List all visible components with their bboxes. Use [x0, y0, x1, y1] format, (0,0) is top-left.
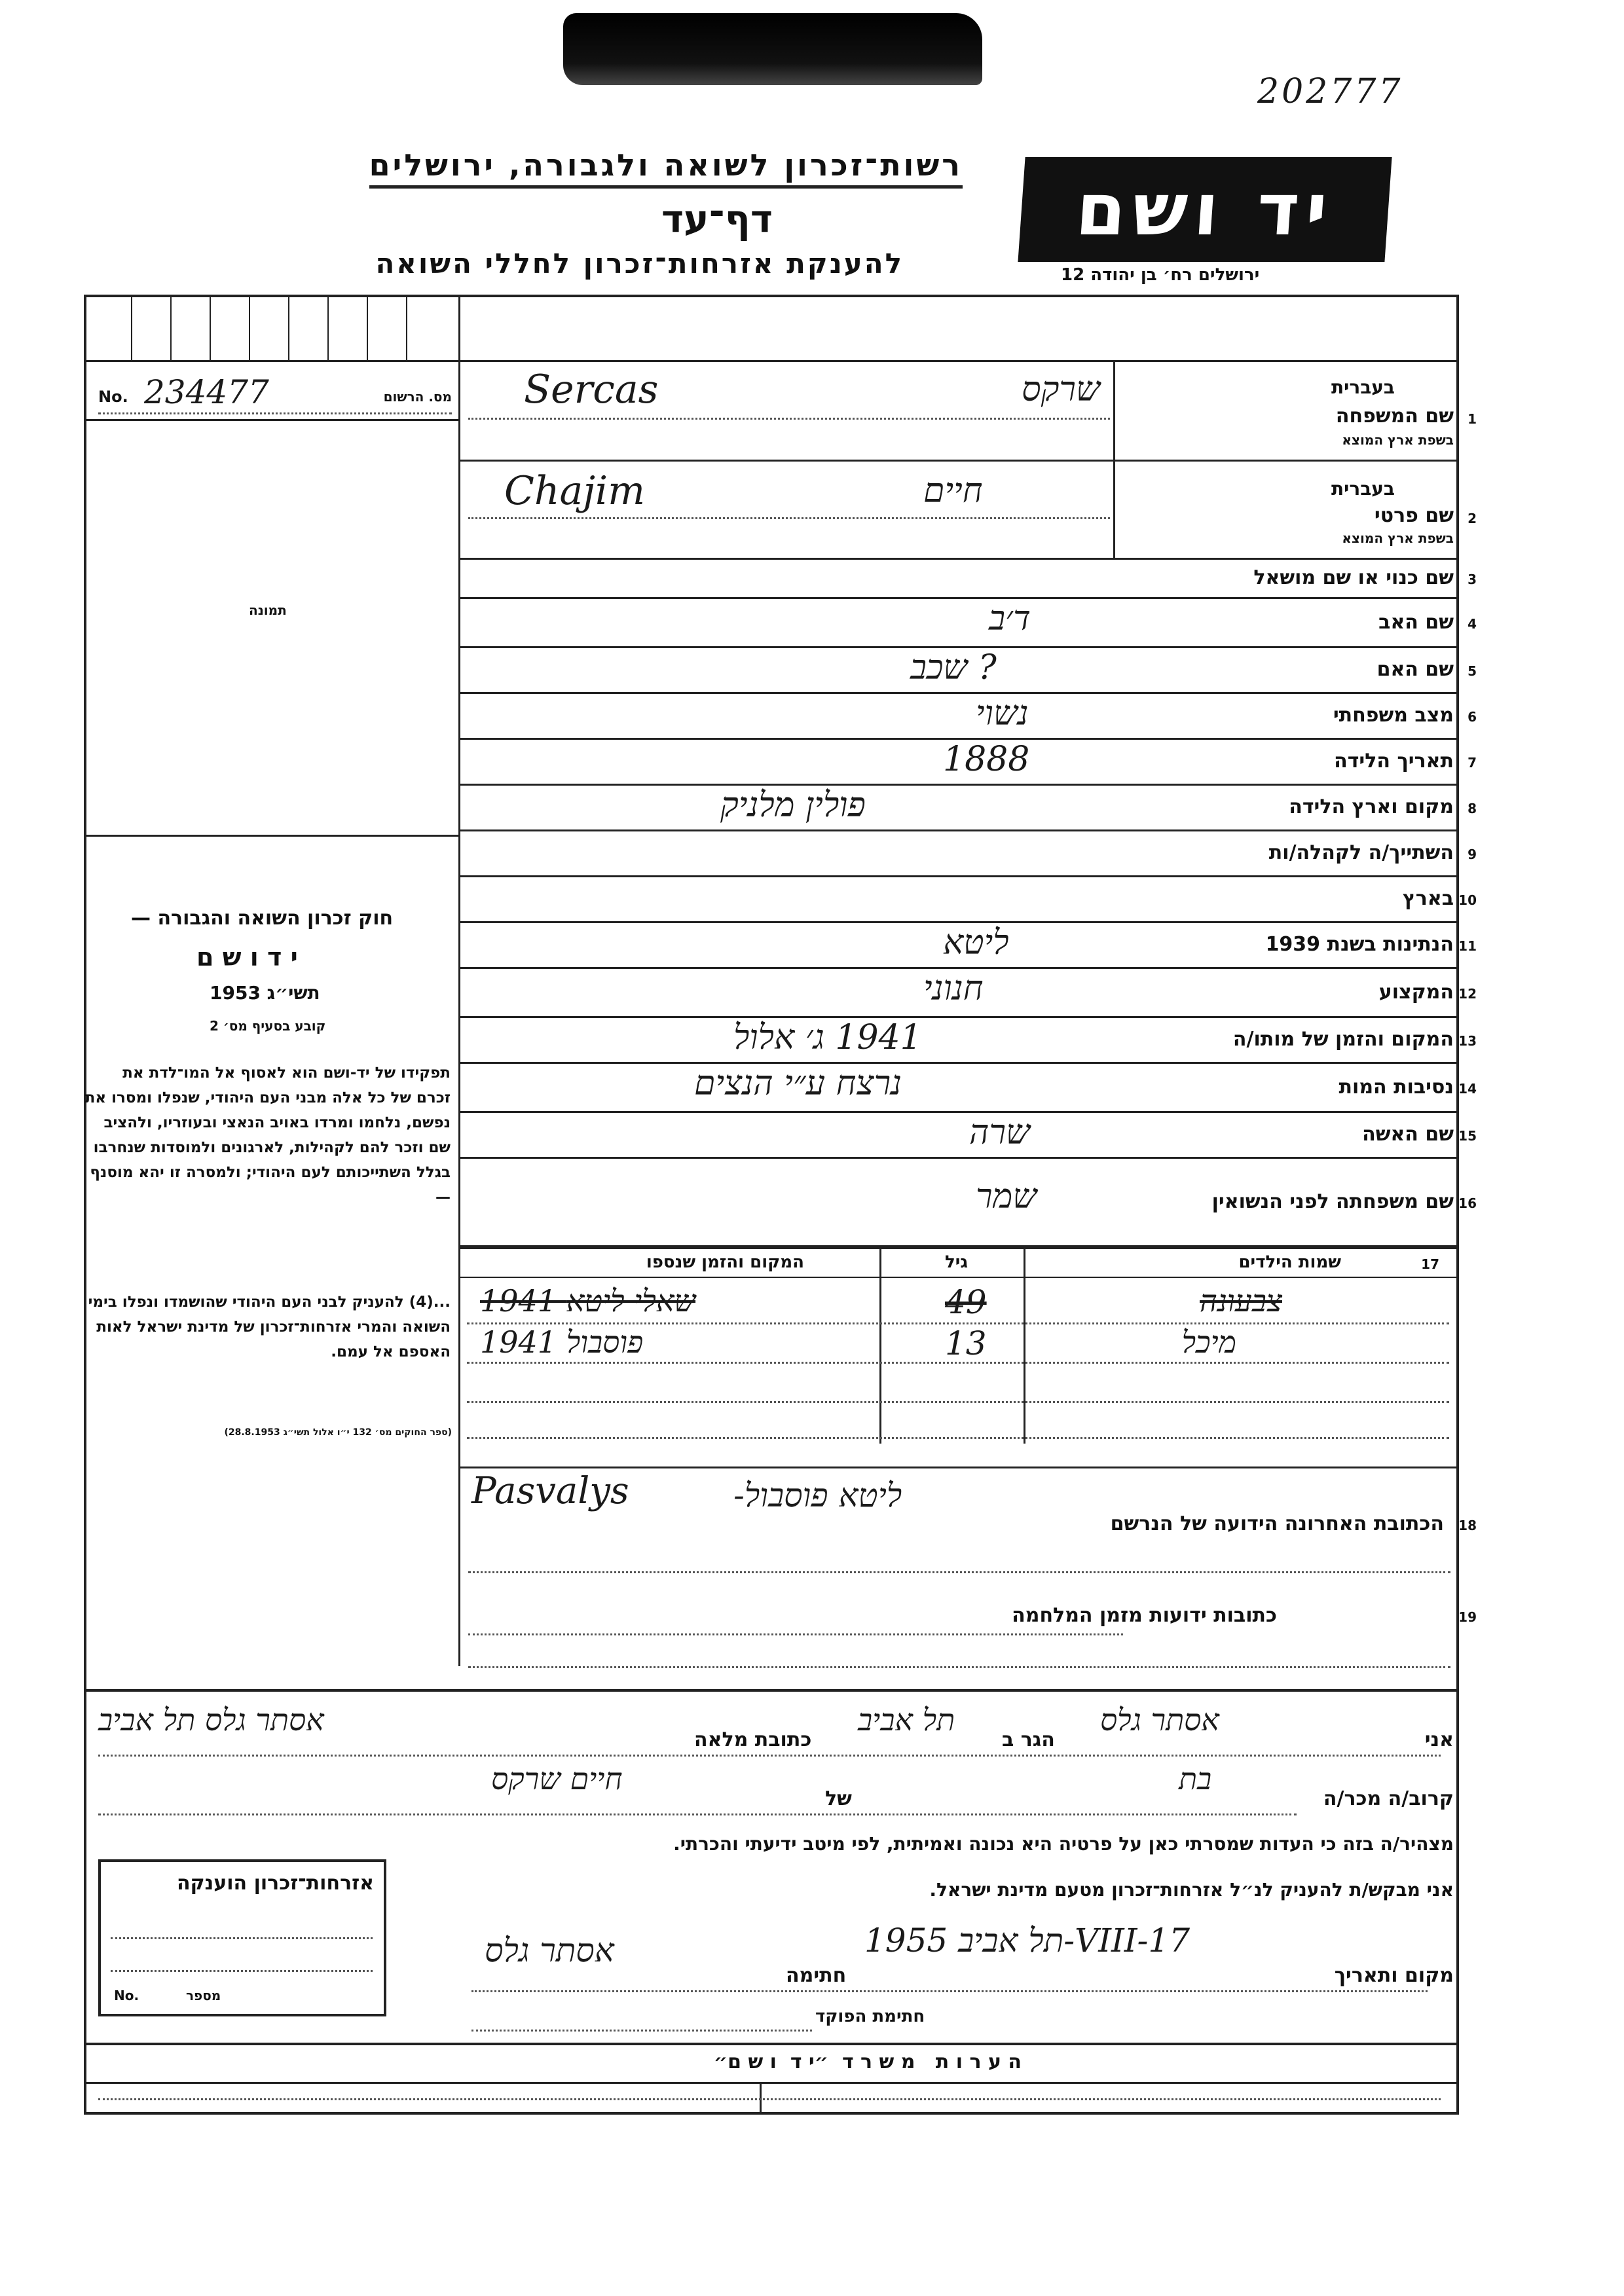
field-2-num: 2: [1467, 511, 1477, 526]
field-11-label: הנתינות בשנת 1939: [1265, 933, 1454, 956]
decl-request: אני מבקש/ת להעניק לנ״ל אזרחות־זכרון מטעם מדינת ישראל.: [929, 1879, 1454, 1901]
field-9-label: השתייך/ה לקהלה/ות: [1268, 841, 1454, 864]
field-13-label: המקום והזמן של מותו/ה: [1232, 1028, 1454, 1051]
field18-value-heb: ליטא פוסבול-: [733, 1476, 902, 1514]
field-1-sub-origin: בשפת ארץ המוצא: [1342, 432, 1454, 448]
field-14-label: נסיבות המות: [1338, 1075, 1454, 1099]
field-4-num: 4: [1467, 615, 1477, 632]
decl-full-address: כתובת מלאה: [694, 1728, 812, 1751]
decl-address-value: אסתר גלס תל אביב: [98, 1702, 324, 1738]
field-4-value: ד׳ב: [989, 599, 1031, 638]
citizenship-no-label: No.: [114, 1988, 139, 2003]
logo-text: יד ושם: [1073, 168, 1337, 251]
field-2-sub-hebrew: בעברית: [1331, 478, 1395, 500]
decl-residing-value: תל אביב: [858, 1702, 955, 1738]
scan-blackout: [563, 13, 982, 85]
field-2-label: שם פרטי: [1374, 504, 1454, 527]
law-title: חוק זכרון השואה והגבורה —: [131, 907, 394, 930]
decl-signature-value: אסתר גלס: [485, 1931, 614, 1969]
registration-no-value: 234477: [144, 373, 269, 411]
field-2-value-hebrew: חיים: [923, 471, 983, 511]
decl-statement: מצהיר/ה בזה כי העדות שמסרתי כאן על פרטיה היא נכונה ואמיתית, לפי מיטב ידיעתי והכרתי.: [673, 1833, 1454, 1855]
field-16-value: שמר: [976, 1176, 1037, 1216]
authority-title: רשות־זכרון לשואה ולגבורה, ירושלים: [369, 147, 963, 189]
field-5-num: 5: [1467, 663, 1477, 679]
field-5-value: ? שכב: [910, 648, 997, 687]
col-names: שמות הילדים: [1238, 1252, 1341, 1272]
field-2-value-latin: Chajim: [504, 468, 646, 514]
law-clause: קובע בסעיף מס׳ 2: [210, 1018, 326, 1034]
law-name: י ד ו ש ם: [196, 943, 298, 972]
field-15-value: שרה: [969, 1113, 1030, 1152]
decl-residing: הגר ב: [1002, 1728, 1055, 1751]
field-10-num: 10: [1458, 892, 1477, 908]
field18-value-latin: Pasvalys: [471, 1470, 629, 1512]
field-1-label: שם המשפחה: [1335, 404, 1454, 428]
field-1-value-hebrew: שרקס: [1022, 370, 1100, 409]
field19-label: כתובות ידועות מזמן המלחמה: [1012, 1604, 1277, 1627]
law-body: תפקידו של יד-ושם הוא לאסוף אל המו־לדת את זכרם של כל אלה מבני העם היהודי, שנפלו ומסרו את נפשם, נלחמו ומרדו באויב הנאצי ובעוזריו, ולהציב שם וזכר להם לקהילות, לארגונים ולמוסדות שנחרבו בגלל השתייכותם לעם היהודי; ולמסרה זו יהא מוסנף —: [84, 1065, 451, 1206]
field-12-num: 12: [1458, 985, 1477, 1002]
decl-relation-value: בת: [1179, 1761, 1212, 1796]
child-row-1-name: צבעונה: [1200, 1283, 1282, 1319]
field-14-value: נרצח ע״י הנצים: [694, 1064, 902, 1103]
registration-heb-label: מס. הרשום: [383, 389, 452, 405]
field-1-sub-hebrew: בעברית: [1331, 376, 1395, 398]
field-8-num: 8: [1467, 801, 1477, 816]
field-11-value: ליטא: [943, 923, 1009, 962]
registration-no: [98, 373, 452, 414]
field-12-value: חנוני: [923, 969, 984, 1008]
children-num: 17: [1421, 1256, 1439, 1272]
field-13-num: 13: [1458, 1033, 1477, 1049]
field-8-value: פולין מלניק: [720, 786, 866, 825]
field-4-label: שם האב: [1378, 610, 1454, 634]
citizenship-box: [98, 1859, 386, 2016]
field-7-value: 1888: [943, 740, 1030, 779]
field-16-num: 16: [1458, 1195, 1477, 1211]
form-subtitle: להענקת אזרחות־זכרון לחללי השואה: [375, 247, 904, 280]
decl-of: של: [825, 1787, 852, 1810]
decl-signature-label: חתימה: [786, 1964, 847, 1987]
law-year: תשי״ג 1953: [210, 982, 320, 1004]
child-row-2-age: 13: [945, 1324, 987, 1362]
decl-of-value: חיים שרקס: [491, 1761, 623, 1796]
col-age: גיל: [945, 1252, 969, 1272]
field-1-value-latin: Sercas: [524, 367, 659, 412]
field18-label: הכתובת האחרונה הידועה של הנרשם: [1110, 1512, 1444, 1535]
child-row-2-name: מיכל: [1181, 1324, 1236, 1360]
form-title: דף־עד: [661, 196, 773, 241]
decl-ani: אני: [1424, 1728, 1454, 1751]
field-7-label: תאריך הלידה: [1334, 750, 1454, 773]
field-14-num: 14: [1458, 1080, 1477, 1097]
decl-place-date-value: תל אביב 1955-VIII-17: [864, 1922, 1190, 1959]
citizenship-title: אזרחות־זכרון הוענקה: [176, 1872, 374, 1895]
field-1-num: 1: [1467, 410, 1477, 427]
child-row-1-age: 49: [945, 1283, 987, 1321]
registration-no-label: No.: [98, 388, 128, 406]
field-2-sub-origin: בשפת ארץ המוצא: [1342, 530, 1454, 546]
photo-label: תמונה: [249, 602, 287, 618]
field-11-num: 11: [1458, 938, 1477, 954]
field-9-num: 9: [1467, 847, 1477, 862]
field-16-label: שם משפחתה לפני הנשואין: [1211, 1190, 1454, 1213]
field-5-label: שם האם: [1376, 658, 1454, 681]
field-6-label: מצב משפחתי: [1333, 704, 1454, 727]
children-table: [460, 1247, 1459, 1444]
citizenship-heb-no: מספר: [186, 1988, 221, 2003]
law-footnote: (ספר החוקים מס׳ 132 י״ו אלול תשי״ג 28.8.1953): [224, 1427, 452, 1438]
field-3-label: שם כנוי או שם מושאל: [1253, 566, 1454, 589]
child-row-2-place: 1941 פוסבול: [480, 1324, 644, 1360]
col-place: המקום והזמן שנספו: [646, 1252, 804, 1272]
yad-vashem-logo: [1018, 157, 1392, 262]
field-10-label: בארץ: [1402, 887, 1454, 910]
stamp-number: 202777: [1257, 72, 1403, 111]
field-7-num: 7: [1467, 755, 1477, 771]
field-6-num: 6: [1467, 709, 1477, 725]
office-notes-title: ה ע ר ו ת מ ש ר ד ״י ד ו ש ם״: [713, 2050, 1022, 2073]
field-15-num: 15: [1458, 1128, 1477, 1144]
field19-num: 19: [1458, 1609, 1477, 1625]
law-clause4: ...(4) להעניק לבני העם היהודי שהושמדו ונפלו בימי השואה והמרי אזרחות־זכרון של מדינת ישראל לאות האספם אל עמם.: [88, 1294, 451, 1360]
field18-num: 18: [1458, 1518, 1477, 1533]
field-6-value: נשוי: [976, 694, 1029, 733]
field-8-label: מקום וארץ הלידה: [1289, 795, 1454, 818]
field-3-num: 3: [1467, 572, 1477, 587]
decl-place-date-label: מקום ותאריך: [1334, 1964, 1454, 1987]
field-13-value: 1941 ג׳ אלול: [733, 1018, 922, 1057]
field-12-label: המקצוע: [1378, 980, 1454, 1004]
logo-address: ירושלים רח׳ בן יהודה 12: [1061, 265, 1260, 285]
decl-name: אסתר גלס: [1100, 1702, 1219, 1738]
child-row-1-place: 1941 שאלי ליטא: [480, 1283, 696, 1319]
decl-relative: קרוב/ה מכר/ה: [1323, 1787, 1454, 1810]
field-15-label: שם האשה: [1362, 1123, 1454, 1146]
decl-officer-label: חתימת הפוקד: [815, 2007, 925, 2026]
